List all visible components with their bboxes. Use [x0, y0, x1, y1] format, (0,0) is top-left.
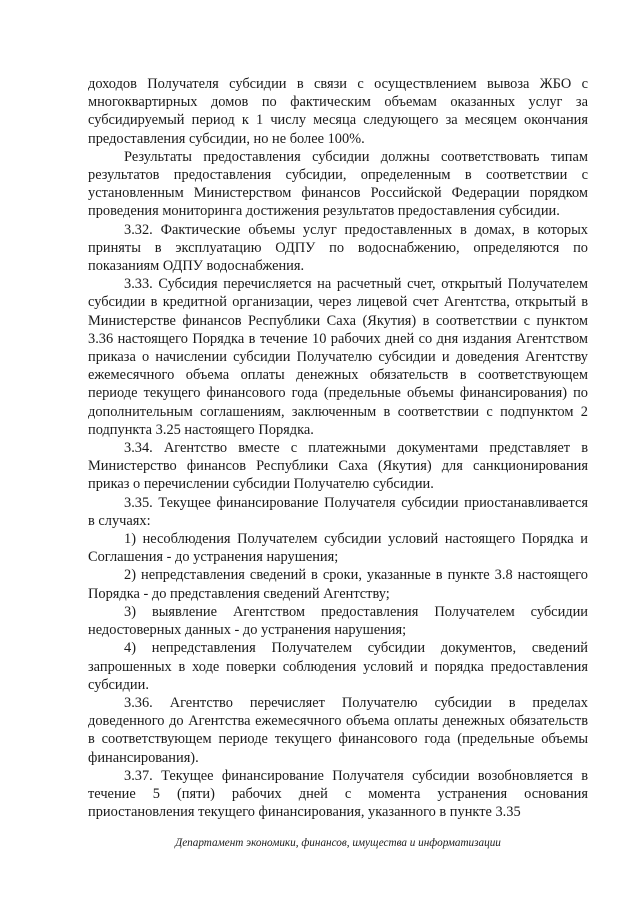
paragraph-3-32: 3.32. Фактические объемы услуг предоставленных в домах, в которых приняты в эксплуатацию ОДПУ по водоснабжению, определяются по показаниям ОДПУ водоснабжения.: [88, 221, 588, 275]
list-item-3: 3) выявление Агентством предоставления Получателем субсидии недостоверных данных - до устранения нарушения;: [88, 603, 588, 639]
page-footer: Департамент экономики, финансов, имущества и информатизации: [175, 837, 501, 849]
paragraph-results: Результаты предоставления субсидии должны соответствовать типам результатов предоставления субсидии, определенным в соответствии с установленным Министерством финансов Российской Федерации порядком проведения мониторинга достижения результатов предоставления субсидии.: [88, 148, 588, 220]
paragraph-3-37: 3.37. Текущее финансирование Получателя субсидии возобновляется в течение 5 (пяти) рабочих дней с момента устранения основания приостановления текущего финансирования, указанного в пункте 3.35: [88, 767, 588, 821]
paragraph-3-35: 3.35. Текущее финансирование Получателя субсидии приостанавливается в случаях:: [88, 494, 588, 529]
paragraph-3-36: 3.36. Агентство перечисляет Получателю субсидии в пределах доведенного до Агентства ежемесячного объема оплаты денежных обязательств в соответствующем периоде текущего финансового года (предельные объемы финансирования).: [88, 694, 588, 766]
paragraph-3-33: 3.33. Субсидия перечисляется на расчетный счет, открытый Получателем субсидии в кредитной организации, через лицевой счет Агентства, открытый в Министерстве финансов Республики Саха (Якутия) в соответствии с пунктом 3.36 настоящего Порядка в течение 10 рабочих дней со дня издания Агентством приказа о начислении субсидии Получателю субсидии и доведения Агентству ежемесячного объема оплаты денежных обязательств в соответствующем периоде текущего финансового года (предельные объемы финансирования) по дополнительным соглашениям, заключенным в соответствии с подпунктом 2 подпункта 3.25 настоящего Порядка.: [88, 276, 588, 438]
document-body: [88, 75, 588, 821]
paragraph-income-continuation: доходов Получателя субсидии в связи с осуществлением вывоза ЖБО с многоквартирных домов по фактическим объемам оказанных услуг за субсидируемый период к 1 числу месяца следующего за месяцем окончания предоставления субсидии, но не более 100%.: [88, 76, 588, 147]
paragraph-3-34: 3.34. Агентство вместе с платежными документами представляет в Министерство финансов Республики Саха (Якутия) для санкционирования приказ о перечислении субсидии Получателю субсидии.: [88, 440, 588, 493]
list-item-2: 2) непредставления сведений в сроки, указанные в пункте 3.8 настоящего Порядка - до представления сведений Агентству;: [88, 567, 588, 602]
list-item-4: 4) непредставления Получателем субсидии документов, сведений запрошенных в ходе поверки соблюдения условий и порядка предоставления субсидии.: [88, 640, 588, 693]
list-item-1: 1) несоблюдения Получателем субсидии условий настоящего Порядка и Соглашения - до устранения нарушения;: [88, 531, 588, 566]
